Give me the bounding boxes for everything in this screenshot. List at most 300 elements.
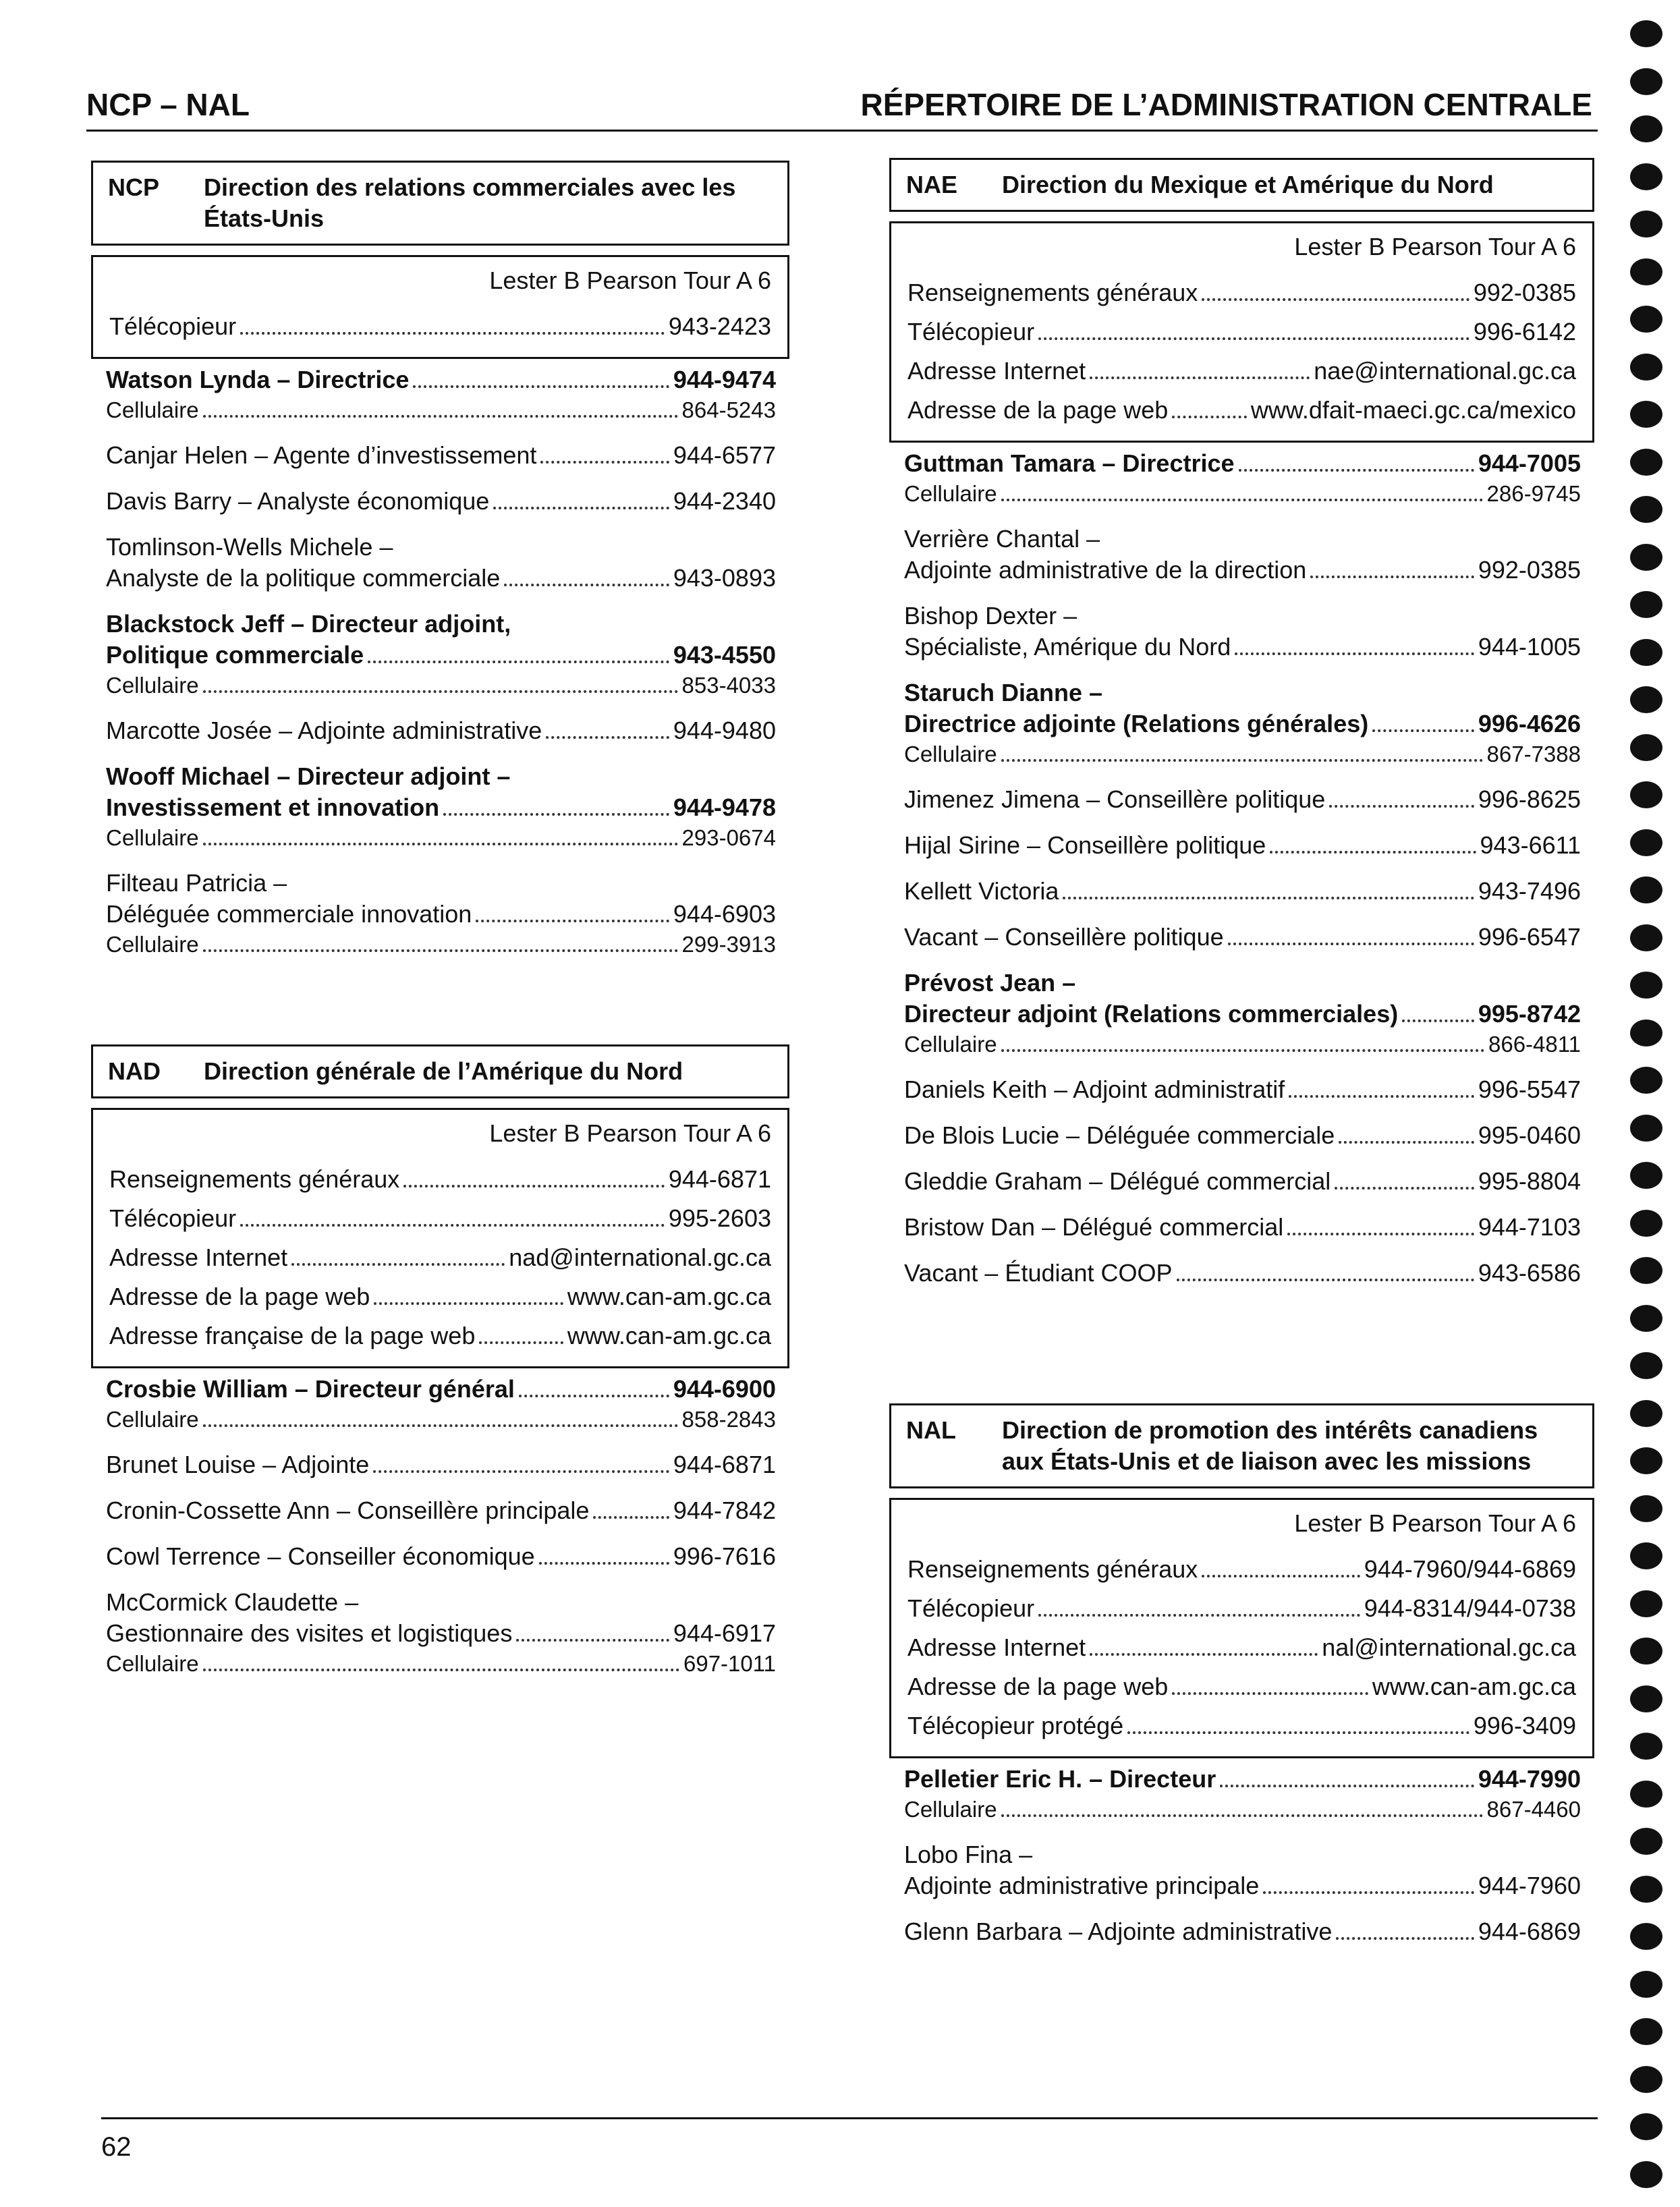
footer-rule: [101, 2117, 1598, 2119]
info-line: [109, 1281, 771, 1312]
staff-title-line-label: Adjointe administrative principale: [904, 1872, 1260, 1899]
staff-line-label: Kellett Victoria: [904, 877, 1059, 905]
punch-hole: [1630, 163, 1662, 190]
staff-line-value: 996-8625: [1478, 785, 1581, 813]
staff-title-line-label: Analyste de la politique commerciale: [106, 564, 501, 592]
staff-entry: [106, 1587, 776, 1679]
cellular-line: [106, 1649, 776, 1679]
punch-hole: [1630, 1210, 1662, 1237]
staff-line-label: Davis Barry – Analyste économique: [106, 487, 490, 515]
section-nae: [889, 158, 1594, 1304]
contact-info-box: [91, 1108, 789, 1368]
dot-leader: [368, 661, 669, 663]
office-location: Lester B Pearson Tour A 6: [1294, 1509, 1576, 1537]
info-line-label: Adresse française de la page web: [109, 1322, 476, 1349]
dot-leader: [504, 584, 669, 586]
dot-leader: [1289, 1095, 1474, 1098]
staff-name: Filteau Patricia –: [106, 869, 287, 897]
dot-leader: [1202, 1575, 1360, 1577]
info-line: [907, 1632, 1576, 1663]
staff-line: [904, 1074, 1581, 1105]
staff-line: [106, 1374, 776, 1405]
staff-line-label: Daniels Keith – Adjoint administratif: [904, 1075, 1285, 1103]
info-line: [907, 1554, 1576, 1585]
dot-leader: [203, 949, 678, 952]
info-line-value: nad@international.gc.ca: [509, 1244, 771, 1271]
punch-hole: [1630, 639, 1662, 666]
staff-line: [106, 1449, 776, 1480]
info-line-label: Adresse de la page web: [109, 1283, 370, 1310]
cellular-line-value: 697-1011: [683, 1651, 776, 1676]
staff-name: Blackstock Jeff – Directeur adjoint,: [106, 610, 511, 638]
staff-title-line-label: Adjointe administrative de la direction: [904, 556, 1307, 584]
staff-line: [904, 1120, 1581, 1151]
info-line: [907, 356, 1576, 387]
staff-title-line-label: Directrice adjointe (Relations générales): [904, 710, 1369, 737]
staff-title-line: [904, 555, 1581, 586]
punch-hole: [1630, 1971, 1662, 1998]
staff-name: Wooff Michael – Directeur adjoint –: [106, 762, 511, 790]
dot-leader: [540, 461, 669, 464]
dot-leader: [240, 332, 665, 335]
office-location: Lester B Pearson Tour A 6: [1294, 233, 1576, 260]
punch-hole: [1630, 781, 1662, 808]
staff-list: [91, 1368, 789, 1679]
cellular-line-value: 299-3913: [681, 932, 776, 957]
staff-entry: [904, 784, 1581, 815]
staff-line-label: Cronin-Cossette Ann – Conseillère principale: [106, 1497, 590, 1524]
dot-leader: [1038, 337, 1469, 340]
punch-hole: [1630, 1590, 1662, 1617]
staff-line: [106, 486, 776, 517]
staff-line: [904, 830, 1581, 861]
dot-leader: [1202, 298, 1469, 301]
staff-title-line-value: 995-8742: [1478, 1000, 1581, 1028]
staff-line: [904, 876, 1581, 907]
staff-line-value: 943-6586: [1478, 1259, 1581, 1287]
punch-hole: [1630, 68, 1662, 95]
staff-title-line: [106, 792, 776, 823]
dot-leader: [373, 1470, 669, 1473]
staff-name: Bishop Dexter –: [904, 602, 1077, 630]
info-line-label: Renseignements généraux: [907, 279, 1198, 306]
staff-line: [904, 448, 1581, 479]
staff-title-line: [904, 632, 1581, 663]
punch-hole: [1630, 591, 1662, 618]
staff-entry: [904, 524, 1581, 586]
staff-line-value: 944-7005: [1478, 449, 1581, 477]
staff-line-value: 996-5547: [1478, 1075, 1581, 1103]
cellular-line-label: Cellulaire: [106, 1651, 199, 1676]
cellular-line: [106, 671, 776, 700]
dot-leader: [374, 1302, 563, 1305]
dot-leader: [1172, 416, 1247, 418]
punch-hole: [1630, 449, 1662, 476]
staff-line-value: 944-7990: [1478, 1765, 1581, 1793]
dot-leader: [516, 1639, 669, 1642]
cellular-line-label: Cellulaire: [106, 397, 199, 422]
staff-line-label: Cowl Terrence – Conseiller économique: [106, 1542, 535, 1570]
staff-line-value: 944-7103: [1478, 1213, 1581, 1241]
staff-line-label: De Blois Lucie – Déléguée commerciale: [904, 1121, 1335, 1149]
dot-leader: [1090, 376, 1310, 379]
info-line-value: www.can-am.gc.ca: [1372, 1673, 1576, 1700]
punch-hole: [1630, 829, 1662, 856]
staff-title-line-label: Déléguée commerciale innovation: [106, 900, 472, 928]
staff-line-label: Guttman Tamara – Directrice: [904, 449, 1235, 477]
cellular-line-value: 866-4811: [1488, 1032, 1581, 1057]
punch-hole: [1630, 1923, 1662, 1950]
info-line-label: Adresse Internet: [907, 357, 1086, 385]
cellular-line-value: 858-2843: [681, 1407, 776, 1432]
punch-hole: [1630, 2018, 1662, 2045]
punch-hole: [1630, 1781, 1662, 1808]
staff-title-line-label: Gestionnaire des visites et logistiques: [106, 1619, 513, 1647]
cellular-line-label: Cellulaire: [106, 1407, 199, 1432]
section-code: NAL: [906, 1416, 956, 1444]
staff-line-value: 995-0460: [1478, 1121, 1581, 1149]
dot-leader: [203, 843, 678, 845]
staff-entry: [904, 876, 1581, 907]
staff-line-label: Pelletier Eric H. – Directeur: [904, 1765, 1216, 1793]
header-rule: [86, 130, 1598, 132]
dot-leader: [240, 1224, 665, 1227]
dot-leader: [203, 1669, 679, 1671]
punch-hole: [1630, 1257, 1662, 1284]
section-header: [889, 158, 1594, 212]
section-code: NAD: [108, 1057, 161, 1085]
section-code: NCP: [108, 173, 160, 201]
info-line: [907, 395, 1576, 426]
staff-line-label: Gleddie Graham – Délégué commercial: [904, 1167, 1331, 1195]
office-location: Lester B Pearson Tour A 6: [489, 267, 771, 294]
punch-hole: [1630, 972, 1662, 999]
cellular-line-label: Cellulaire: [106, 673, 199, 698]
staff-entry: [904, 1120, 1581, 1151]
section-ncp: [91, 161, 789, 974]
staff-line-label: Vacant – Étudiant COOP: [904, 1259, 1173, 1287]
staff-line-value: 943-7496: [1478, 877, 1581, 905]
staff-line-label: Crosbie William – Directeur général: [106, 1375, 515, 1403]
staff-title-line-value: 944-9478: [673, 793, 776, 821]
punch-hole: [1630, 354, 1662, 381]
section-name: Direction des relations commerciales avec les États-Unis: [204, 173, 736, 232]
dot-leader: [291, 1263, 505, 1266]
info-line: [907, 316, 1576, 347]
dot-leader: [1220, 1785, 1474, 1787]
cellular-line-label: Cellulaire: [904, 481, 997, 506]
cellular-line-label: Cellulaire: [904, 1032, 997, 1057]
staff-entry: [904, 1212, 1581, 1243]
info-line-label: Adresse de la page web: [907, 1673, 1169, 1700]
staff-line: [106, 364, 776, 395]
dot-leader: [1402, 1019, 1474, 1022]
staff-name: McCormick Claudette –: [106, 1588, 359, 1616]
staff-title-line-value: 944-6917: [673, 1619, 776, 1647]
info-line-label: Télécopieur: [109, 312, 237, 340]
section-nal: [889, 1403, 1594, 1962]
dot-leader: [1090, 1653, 1318, 1656]
punch-hole: [1630, 876, 1662, 903]
staff-entry: [106, 440, 776, 471]
staff-name: Staruch Dianne –: [904, 679, 1103, 706]
dot-leader: [203, 1424, 678, 1427]
page-header-left: NCP – NAL: [86, 87, 250, 122]
staff-line-label: Brunet Louise – Adjointe: [106, 1451, 370, 1478]
info-line-value: www.can-am.gc.ca: [567, 1322, 771, 1349]
punch-hole: [1630, 1352, 1662, 1379]
section-header: [91, 1044, 789, 1098]
info-line: [907, 1593, 1576, 1624]
punch-hole: [1630, 1400, 1662, 1427]
staff-name: Prévost Jean –: [904, 969, 1076, 997]
dot-leader: [1329, 805, 1474, 808]
cellular-line-value: 286-9745: [1486, 481, 1581, 506]
contact-info-box: [889, 1498, 1594, 1758]
punch-hole: [1630, 2161, 1662, 2188]
staff-title-line-value: 944-6903: [673, 900, 776, 928]
staff-entry: [106, 364, 776, 425]
dot-leader: [1239, 469, 1474, 472]
punch-hole: [1630, 544, 1662, 571]
cellular-line-value: 293-0674: [681, 825, 776, 850]
staff-entry: [904, 1839, 1581, 1901]
cellular-line-value: 853-4033: [681, 673, 776, 698]
dot-leader: [1235, 652, 1474, 655]
dot-leader: [403, 1185, 665, 1188]
staff-entry: [904, 922, 1581, 953]
staff-line: [106, 440, 776, 471]
cellular-line: [106, 395, 776, 425]
page-number: 62: [101, 2132, 132, 2162]
staff-entry: [106, 1374, 776, 1434]
dot-leader: [1001, 499, 1483, 501]
dot-leader: [443, 813, 669, 816]
staff-line-label: Watson Lynda – Directrice: [106, 366, 410, 393]
punch-hole: [1630, 1162, 1662, 1189]
info-line-label: Télécopieur: [907, 1594, 1035, 1622]
cellular-line: [106, 1405, 776, 1434]
staff-line: [106, 1541, 776, 1572]
staff-title-line-value: 996-4626: [1478, 710, 1581, 737]
punch-hole: [1630, 306, 1662, 333]
info-line-value: nal@international.gc.ca: [1322, 1633, 1576, 1661]
staff-list: [889, 1758, 1594, 1947]
staff-line-label: Hijal Sirine – Conseillère politique: [904, 831, 1266, 859]
staff-title-line-label: Investissement et innovation: [106, 793, 440, 821]
staff-entry: [904, 1916, 1581, 1947]
info-line: [907, 277, 1576, 308]
staff-title-line: [904, 1870, 1581, 1901]
punch-hole: [1630, 1305, 1662, 1332]
dot-leader: [1127, 1731, 1469, 1734]
staff-line-value: 944-6900: [673, 1375, 776, 1403]
contact-info-box: [91, 255, 789, 359]
staff-title-line: [904, 999, 1581, 1030]
staff-entry: [106, 532, 776, 594]
dot-leader: [1063, 897, 1474, 899]
dot-leader: [203, 415, 678, 418]
cellular-line: [904, 739, 1581, 769]
staff-list: [91, 359, 789, 959]
dot-leader: [1177, 1279, 1474, 1281]
punch-hole: [1630, 734, 1662, 761]
punch-hole: [1630, 1067, 1662, 1094]
info-line: [109, 1164, 771, 1195]
staff-entry: [106, 868, 776, 959]
staff-title-line-label: Politique commerciale: [106, 641, 364, 669]
info-line-value: www.dfait-maeci.gc.ca/mexico: [1250, 396, 1576, 424]
staff-line-value: 944-6577: [673, 441, 776, 469]
cellular-line: [904, 1030, 1581, 1059]
staff-entry: [904, 448, 1581, 509]
staff-title-line-value: 943-4550: [673, 641, 776, 669]
staff-line-label: Marcotte Josée – Adjointe administrative: [106, 717, 542, 744]
info-line-value: 992-0385: [1473, 279, 1576, 306]
staff-entry: [904, 1764, 1581, 1824]
cellular-line: [904, 1795, 1581, 1824]
staff-entry: [904, 1074, 1581, 1105]
staff-line-value: 944-2340: [673, 487, 776, 515]
section-code: NAE: [906, 171, 958, 198]
punch-hole: [1630, 1638, 1662, 1665]
punch-hole: [1630, 1876, 1662, 1903]
staff-entry: [904, 968, 1581, 1059]
staff-line-value: 995-8804: [1478, 1167, 1581, 1195]
staff-list: [889, 443, 1594, 1289]
dot-leader: [519, 1395, 669, 1397]
punch-hole: [1630, 1542, 1662, 1569]
staff-title-line: [106, 899, 776, 930]
punch-hole: [1630, 1733, 1662, 1760]
info-line-label: Adresse de la page web: [907, 396, 1169, 424]
staff-title-line-label: Directeur adjoint (Relations commerciales): [904, 1000, 1399, 1028]
dot-leader: [1001, 759, 1483, 762]
punch-hole: [1630, 258, 1662, 285]
punch-hole: [1630, 496, 1662, 523]
dot-leader: [413, 385, 669, 388]
cellular-line-label: Cellulaire: [904, 1797, 997, 1822]
info-line-label: Télécopieur protégé: [907, 1712, 1124, 1739]
info-line: [907, 1671, 1576, 1702]
info-line-value: 995-2603: [668, 1204, 771, 1232]
staff-line-value: 944-6871: [673, 1451, 776, 1478]
staff-entry: [904, 1166, 1581, 1197]
staff-line: [904, 784, 1581, 815]
staff-entry: [106, 1495, 776, 1526]
info-line-label: Télécopieur: [907, 318, 1035, 345]
dot-leader: [593, 1516, 669, 1519]
dot-leader: [1339, 1141, 1474, 1144]
staff-line-value: 943-6611: [1480, 831, 1581, 859]
dot-leader: [1172, 1692, 1368, 1695]
dot-leader: [1228, 943, 1474, 945]
punch-hole: [1630, 1447, 1662, 1474]
section-name: Direction de promotion des intérêts canadiens aux États-Unis et de liaison avec les missions: [1002, 1416, 1538, 1475]
punch-hole: [1630, 1685, 1662, 1712]
staff-line-label: Glenn Barbara – Adjointe administrative: [904, 1918, 1333, 1945]
staff-entry: [106, 1449, 776, 1480]
info-line: [109, 1203, 771, 1234]
dot-leader: [1335, 1187, 1474, 1190]
staff-title-line-value: 943-0893: [673, 564, 776, 592]
info-line-value: nae@international.gc.ca: [1314, 357, 1576, 385]
cellular-line: [904, 479, 1581, 509]
office-location: Lester B Pearson Tour A 6: [489, 1119, 771, 1147]
dot-leader: [1372, 729, 1474, 732]
staff-entry: [106, 715, 776, 746]
dot-leader: [1038, 1614, 1360, 1617]
punch-hole: [1630, 401, 1662, 428]
staff-line: [904, 1212, 1581, 1243]
staff-line-value: 944-9480: [673, 717, 776, 744]
section-header: [91, 161, 789, 246]
dot-leader: [476, 920, 669, 922]
info-line-value: 943-2423: [668, 312, 771, 340]
staff-line-value: 944-9474: [673, 366, 776, 393]
staff-entry: [106, 486, 776, 517]
punch-hole: [1630, 1495, 1662, 1522]
staff-title-line: [106, 1618, 776, 1649]
cellular-line-value: 864-5243: [681, 397, 776, 422]
staff-line-value: 944-7842: [673, 1497, 776, 1524]
cellular-line: [106, 823, 776, 853]
staff-line: [904, 1916, 1581, 1947]
punch-hole: [1630, 1828, 1662, 1855]
info-line-value: 996-3409: [1473, 1712, 1576, 1739]
cellular-line-label: Cellulaire: [106, 932, 199, 957]
staff-entry: [904, 677, 1581, 769]
punch-hole: [1630, 2113, 1662, 2140]
staff-line-value: 944-6869: [1478, 1918, 1581, 1945]
punch-hole: [1630, 1019, 1662, 1046]
staff-line: [106, 1495, 776, 1526]
staff-entry: [106, 1541, 776, 1572]
info-line: [907, 1710, 1576, 1741]
info-line-value: 944-7960/944-6869: [1364, 1555, 1576, 1583]
info-line-label: Adresse Internet: [907, 1633, 1086, 1661]
staff-line: [904, 1166, 1581, 1197]
dot-leader: [1270, 851, 1476, 854]
cellular-line-label: Cellulaire: [106, 825, 199, 850]
dot-leader: [546, 736, 669, 739]
staff-title-line-value: 944-1005: [1478, 633, 1581, 661]
info-line-value: 944-6871: [668, 1165, 771, 1193]
staff-title-line: [904, 708, 1581, 739]
staff-name: Lobo Fina –: [904, 1841, 1033, 1868]
info-line-value: 996-6142: [1473, 318, 1576, 345]
info-line-label: Renseignements généraux: [907, 1555, 1198, 1583]
section-header: [889, 1403, 1594, 1488]
dot-leader: [539, 1562, 669, 1565]
staff-entry: [106, 609, 776, 700]
dot-leader: [1310, 576, 1474, 578]
staff-title-line: [106, 563, 776, 594]
cellular-line-label: Cellulaire: [904, 742, 997, 766]
dot-leader: [493, 507, 669, 509]
staff-entry: [106, 761, 776, 853]
contact-info-box: [889, 221, 1594, 443]
info-line-label: Télécopieur: [109, 1204, 237, 1232]
dot-leader: [479, 1341, 563, 1344]
staff-line-label: Canjar Helen – Agente d’investissement: [106, 441, 537, 469]
punch-hole: [1630, 115, 1662, 142]
staff-title-line-label: Spécialiste, Amérique du Nord: [904, 633, 1231, 661]
info-line: [109, 1242, 771, 1273]
punch-hole: [1630, 924, 1662, 951]
staff-line: [904, 1764, 1581, 1795]
info-line-value: 944-8314/944-0738: [1364, 1594, 1576, 1622]
